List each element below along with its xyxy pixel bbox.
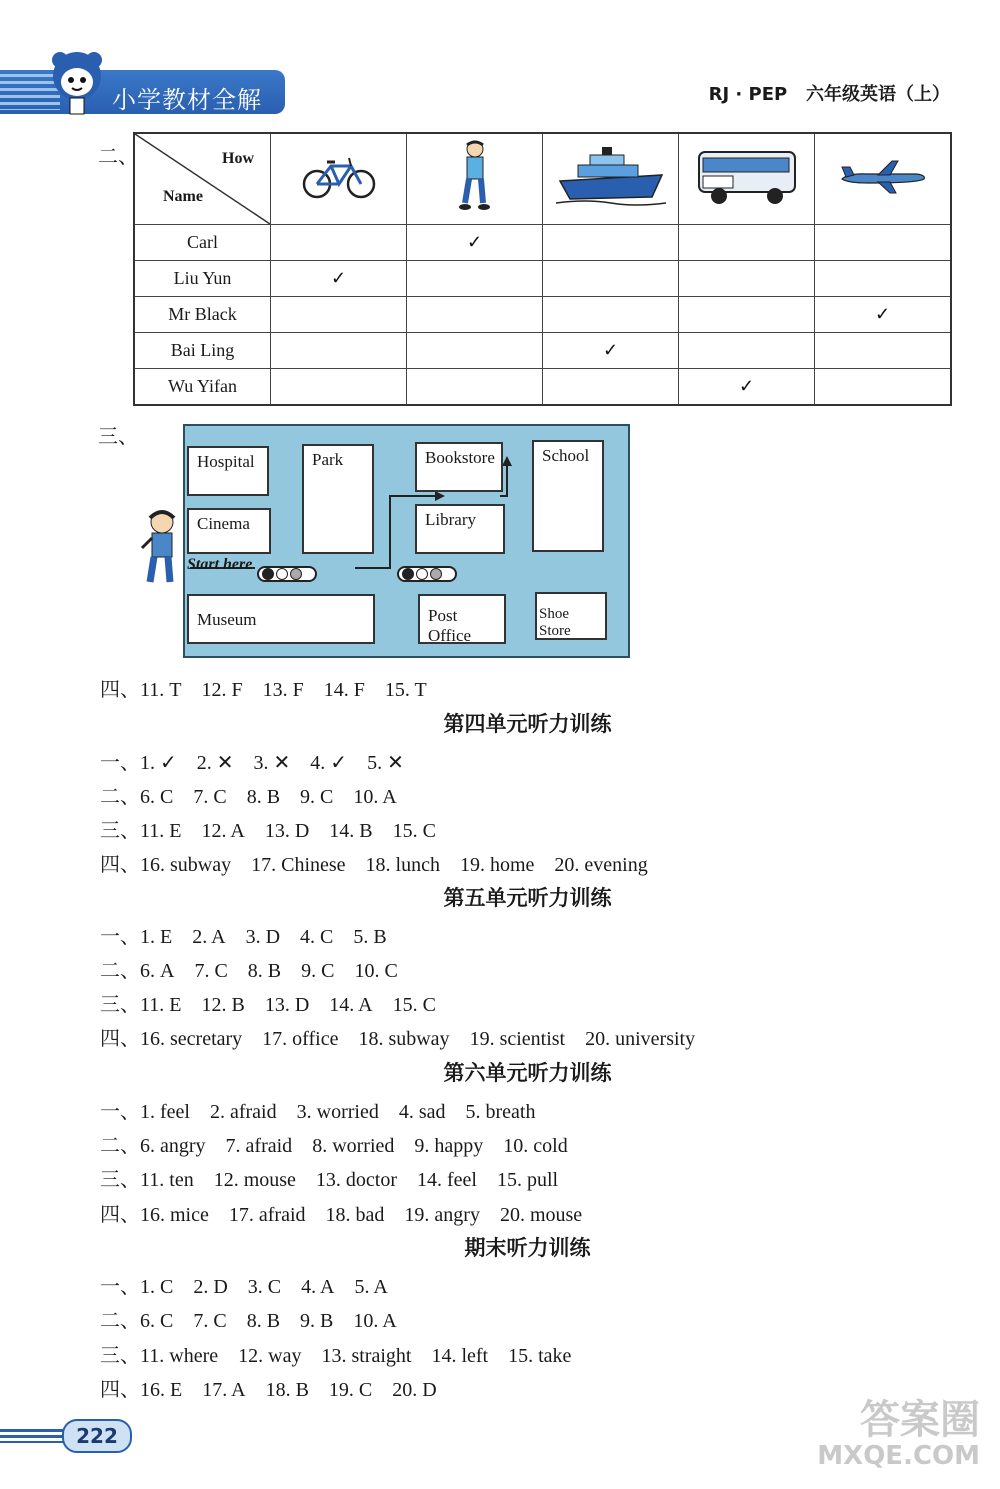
answer-item: 8. worried [312,1135,395,1157]
answer-item: 16. secretary [140,1028,243,1050]
answer-item: 13. D [264,994,310,1016]
answer-line [100,1339,591,1368]
answer-line [100,954,418,983]
check-cell [679,225,815,261]
answer-item: 17. afraid [228,1204,306,1226]
check-cell [815,261,952,297]
check-cell [815,333,952,369]
check-cell [679,297,815,333]
corner-how: How [222,150,254,167]
line-label: 一、 [100,750,140,774]
line-label: 三、 [100,992,140,1016]
answer-item: 18. bad [325,1204,385,1226]
answer-item: 18. B [265,1379,309,1401]
header-plane [815,133,952,225]
answer-item: 10. cold [503,1135,568,1157]
library-building: Library [415,504,505,554]
answer-item: 13. F [262,679,304,701]
answer-item: 14. feel [417,1169,477,1191]
answer-item: 11. T [140,679,182,701]
answer-line [100,1373,457,1402]
answer-item: 18. subway [358,1028,450,1050]
row-name: Wu Yifan [134,369,271,406]
line-label: 二、 [100,784,140,808]
table-row [134,333,951,369]
museum-building: Museum [187,594,375,644]
answer-item: 10. C [354,960,398,982]
answer-item: 4. sad [398,1101,446,1123]
answer-item: 7. C [193,1310,227,1332]
answer-item: 2. A [192,926,226,948]
answer-item: 19. angry [404,1204,480,1226]
answer-item: 18. lunch [365,854,440,876]
answer-item: 9. B [300,1310,334,1332]
mascot-icon [40,46,114,120]
answer-item: 11. where [140,1345,219,1367]
unit-title: 第五单元听力训练 [443,886,612,910]
answer-item: 12. mouse [213,1169,296,1191]
answer-item: 11. E [140,994,182,1016]
post-office-building: Post Office [418,594,506,644]
check-cell [679,261,815,297]
line-label: 四、 [100,852,140,876]
line-label: 三、 [100,818,140,842]
answer-item: 17. Chinese [251,854,346,876]
answer-line [100,780,417,809]
line-label: 四、 [100,1377,140,1401]
line-label: 二、 [100,958,140,982]
answer-item: 1. feel [140,1101,190,1123]
check-cell [815,225,952,261]
answer-item: 20. university [585,1028,696,1050]
answer-item: 7. C [193,786,227,808]
answer-item: 10. A [353,1310,397,1332]
header-bus [679,133,815,225]
answer-item: 20. evening [554,854,648,876]
answer-item: 20. D [392,1379,437,1401]
check-cell: ✓ [543,333,679,369]
answer-line [100,988,456,1017]
answer-item: 17. A [202,1379,246,1401]
line-label: 四、 [100,1026,140,1050]
answer-item: 7. afraid [225,1135,293,1157]
answer-item: 3. worried [296,1101,379,1123]
answer-line [100,1270,408,1299]
walking-boy-icon [455,139,495,215]
page-number: 222 [62,1419,132,1453]
answer-line [100,1163,578,1192]
answer-item: 15. take [508,1345,572,1367]
answer-item: 3. ✕ [253,752,291,774]
header-edition: RJ · PEP [708,84,788,105]
answer-item: 6. C [140,1310,174,1332]
answer-line [100,1198,602,1227]
traffic-light-icon [257,566,317,582]
row-name: Bai Ling [134,333,271,369]
answer-item: 14. B [329,820,373,842]
answer-item: 19. scientist [469,1028,566,1050]
answer-item: 19. home [459,854,535,876]
answer-item: 8. B [247,960,282,982]
park-building: Park [302,444,374,554]
answer-item: 15. T [384,679,427,701]
line-label: 一、 [100,1099,140,1123]
answer-item: 1. ✓ [140,752,177,774]
answer-item: 9. happy [414,1135,484,1157]
unit-title: 期末听力训练 [464,1236,591,1260]
check-cell [271,333,407,369]
answer-item: 15. C [392,994,436,1016]
street-map [183,424,630,658]
header-subject: 六年级英语（上） [806,84,950,105]
answer-item: 14. A [329,994,373,1016]
answer-item: 6. C [140,786,174,808]
answer-line [100,1129,588,1158]
section-4-answers [100,673,447,702]
section-3-marker: 三、 [98,424,138,448]
answer-item: 13. straight [321,1345,412,1367]
check-cell [271,297,407,333]
check-cell [543,261,679,297]
check-cell: ✓ [271,261,407,297]
watermark-line1: 答案圈 [860,1397,980,1443]
answer-line [100,1022,715,1051]
line-label: 二、 [100,1308,140,1332]
answer-item: 8. B [246,1310,281,1332]
ship-icon [556,145,666,209]
answer-item: 3. D [245,926,281,948]
row-name: Carl [134,225,271,261]
bicycle-icon [299,152,379,202]
check-cell [271,369,407,406]
answer-item: 5. breath [465,1101,536,1123]
answer-item: 3. C [247,1276,282,1298]
answer-line [100,920,407,949]
cinema-building: Cinema [187,508,271,554]
answer-item: 20. mouse [499,1204,583,1226]
diagonal-line [135,134,270,224]
answer-item: 5. B [353,926,387,948]
answer-item: 1. E [140,926,173,948]
answer-item: 12. way [238,1345,302,1367]
line-label: 四、 [100,1202,140,1226]
answer-item: 13. D [264,820,310,842]
answer-item: 6. angry [140,1135,206,1157]
answer-item: 11. ten [140,1169,194,1191]
section-2-marker: 二、 [98,144,138,168]
table-header-row [134,133,951,225]
answer-item: 16. E [140,1379,183,1401]
check-cell [543,225,679,261]
line-label: 一、 [100,1274,140,1298]
answer-item: 2. ✕ [196,752,234,774]
answer-item: 8. B [246,786,281,808]
transport-table [133,132,952,406]
answer-line [100,1095,555,1124]
answer-item: 14. F [323,679,365,701]
corner-name: Name [163,188,203,205]
answer-item: 6. A [140,960,175,982]
answer-item: 1. C [140,1276,174,1298]
corner-cell [134,133,271,225]
answer-item: 13. doctor [315,1169,398,1191]
check-cell [407,333,543,369]
answer-item: 7. C [194,960,228,982]
table-row [134,297,951,333]
row-name: Mr Black [134,297,271,333]
plane-icon [838,157,928,197]
check-cell [407,297,543,333]
line-label: 二、 [100,1133,140,1157]
watermark [817,1398,980,1471]
answer-line [100,746,424,775]
answer-line [100,814,456,843]
table-row [134,225,951,261]
bus-icon [695,146,799,208]
line-label: 三、 [100,1343,140,1367]
page-number-stripes [0,1429,64,1443]
header-title: 小学教材全解 [112,86,262,114]
unit-title: 第四单元听力训练 [443,712,612,736]
answer-item: 9. C [301,960,335,982]
row-name: Liu Yun [134,261,271,297]
check-cell: ✓ [815,297,952,333]
watermark-line2: MXQE.COM [817,1441,980,1471]
answer-item: 2. D [193,1276,228,1298]
answer-item: 12. A [201,820,245,842]
answer-item: 19. C [328,1379,373,1401]
answer-line [100,1304,417,1333]
bookstore-building: Bookstore [415,442,503,492]
answer-item: 17. office [262,1028,339,1050]
answer-item: 11. E [140,820,182,842]
table-row [134,369,951,406]
answer-line [100,848,668,877]
boy-figure-icon [138,508,184,588]
school-building: School [532,440,604,552]
answer-item: 9. C [300,786,334,808]
check-cell [679,333,815,369]
answer-item: 4. A [301,1276,335,1298]
table-row [134,261,951,297]
answer-item: 5. A [354,1276,388,1298]
line-label: 四、 [100,677,140,701]
hospital-building: Hospital [187,446,269,496]
answer-item: 10. A [353,786,397,808]
check-cell [407,261,543,297]
answer-item: 15. C [392,820,436,842]
unit-title: 第六单元听力训练 [443,1061,612,1085]
answer-item: 16. mice [140,1204,209,1226]
answer-item: 15. pull [497,1169,559,1191]
answer-item: 16. subway [140,854,232,876]
line-label: 一、 [100,924,140,948]
shoe-store-building: Shoe Store [535,592,607,640]
check-cell [543,297,679,333]
header-bicycle [271,133,407,225]
check-cell [407,369,543,406]
check-cell: ✓ [407,225,543,261]
check-cell [271,225,407,261]
traffic-light-icon [397,566,457,582]
answer-item: 14. left [431,1345,489,1367]
answer-item: 12. B [201,994,245,1016]
header-walking [407,133,543,225]
check-cell [543,369,679,406]
answer-item: 4. ✓ [310,752,348,774]
start-label: Start here [187,556,253,573]
header-ship [543,133,679,225]
check-cell: ✓ [679,369,815,406]
answer-item: 2. afraid [209,1101,277,1123]
answer-item: 4. C [300,926,334,948]
check-cell [815,369,952,406]
header-edition-subject [709,80,950,106]
answer-item: 12. F [201,679,243,701]
line-label: 三、 [100,1167,140,1191]
answer-item: 5. ✕ [367,752,404,774]
